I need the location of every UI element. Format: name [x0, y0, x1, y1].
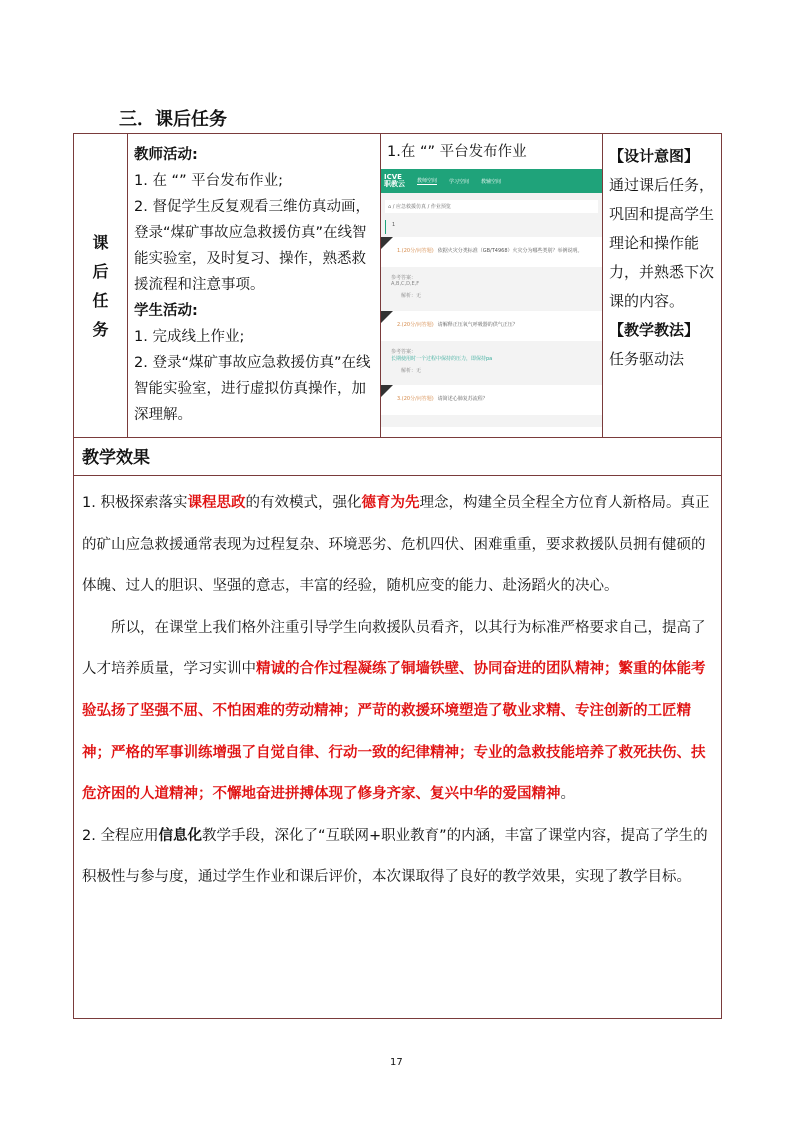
method-text: 任务驱动法: [609, 350, 685, 368]
platform-topbar: [381, 169, 602, 193]
effect-content: [74, 476, 721, 1018]
image-cell: [381, 134, 603, 437]
method-title: 【教学教法】: [609, 321, 700, 339]
effect-title: 教学效果: [74, 438, 721, 476]
breadcrumb: ⌂ / 应急救援仿真 / 作业预览: [385, 200, 598, 213]
teacher-item: 2. 督促学生反复观看三维仿真动画，登录“煤矿事故应急救援仿真”在线智能实验室，及时复习、操作，熟悉救援流程和注意事项。: [134, 199, 370, 293]
label-char: 后: [92, 261, 109, 281]
row-label: [74, 134, 128, 437]
platform-logo: ICVE 职教云: [384, 173, 405, 188]
question: 2.(20分/问答题) 请解释正压氧气呼吸器的供气正压？: [381, 311, 602, 341]
student-item: 1. 完成线上作业;: [134, 329, 245, 345]
section-heading: 三．课后任务: [119, 109, 227, 130]
image-caption: 1.在 “” 平台发布作业: [387, 144, 527, 160]
design-title: 【设计意图】: [609, 147, 700, 165]
platform-tab: 教师空间: [417, 178, 438, 184]
answer: 参考答案： 长期使用时一个过程中保持的压力，即保持pa 解析：无: [391, 349, 493, 374]
platform-tab: 教辅空间: [481, 178, 502, 185]
platform-tab: 学习空间: [449, 178, 470, 185]
platform-screenshot: [381, 169, 602, 427]
design-text: 通过课后任务，巩固和提高学生理论和操作能力，并熟悉下次课的内容。: [609, 176, 715, 310]
effect-paragraph-2: 所以，在课堂上我们格外注重引导学生向救援队员看齐，以其行为标准严格要求自己，提高了人才培养质量，学习实训中精诚的合作过程凝练了铜墙铁壁、协同奋进的团队精神；繁重的体能考验弘扬了坚强不屈、不怕困难的劳动精神；严苛的救援环境塑造了敬业求精、专注创新的工匠精神；严格的军事训练增强了自觉自律、行动一致的纪律精神；专业的急救技能培养了救死扶伤、扶危济困的人道精神；不懈地奋进拼搏体现了修身齐家、复兴中华的爱国精神。: [82, 619, 706, 803]
student-title: 学生活动:: [134, 303, 198, 319]
label-char: 任: [92, 290, 109, 310]
lesson-table: [73, 133, 722, 1019]
label-char: 课: [92, 232, 109, 252]
question: 1.(20分/问答题) 依据火灾分类标准（GB/T4968）火灾分为哪些类别？举例说明。: [381, 237, 602, 267]
design-cell: [603, 134, 721, 437]
answer: 参考答案： A,B,C,D,E,F 解析：无: [391, 275, 422, 299]
activities-cell: [128, 134, 381, 437]
section-number: 1: [385, 220, 602, 234]
teacher-item: 1. 在 “” 平台发布作业;: [134, 173, 284, 189]
student-item: 2. 登录“煤矿事故应急救援仿真”在线智能实验室，进行虚拟仿真操作，加深理解。: [134, 355, 371, 423]
label-char: 务: [92, 319, 109, 339]
effect-paragraph-1: 1. 积极探索落实课程思政的有效模式，强化德育为先理念，构建全员全程全方位育人新格局。真正的矿山应急救援通常表现为过程复杂、环境恶劣、危机四伏、困难重重，要求救援队员拥有健硕的体魄、过人的胆识、坚强的意志，丰富的经验，随机应变的能力、赴汤蹈火的决心。: [82, 495, 710, 595]
teacher-title: 教师活动:: [134, 147, 198, 163]
page-number: 17: [390, 1057, 403, 1068]
after-class-task-row: [74, 134, 721, 438]
effect-paragraph-3: 2. 全程应用信息化教学手段，深化了“互联网+职业教育”的内涵，丰富了课堂内容，提高了学生的积极性与参与度，通过学生作业和课后评价，本次课取得了良好的教学效果，实现了教学目标。: [82, 827, 708, 886]
question: 3.(20分/问答题) 请简述心肺复苏流程？: [381, 385, 602, 415]
